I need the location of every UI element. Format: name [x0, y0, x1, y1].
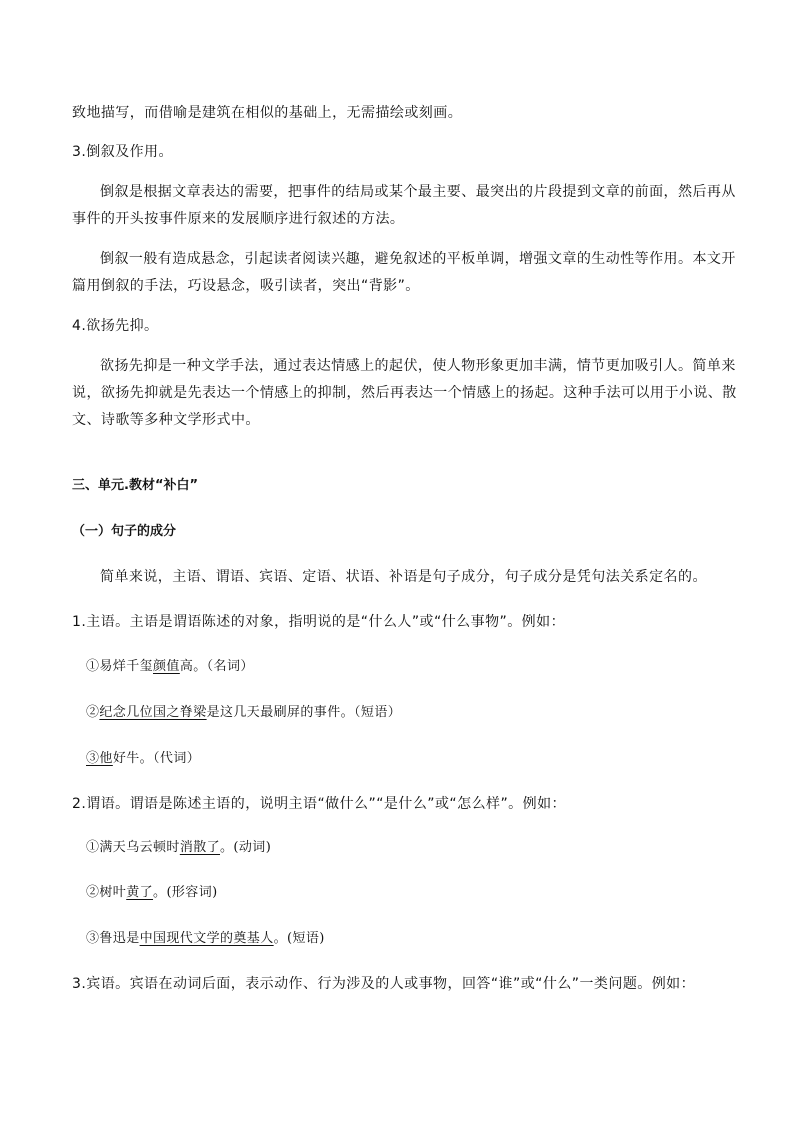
example-number: ① — [86, 659, 100, 674]
paragraph-line: 文、诗歌等多种文学形式中。 — [72, 412, 260, 428]
paragraph-line: 倒叙一般有造成悬念，引起读者阅读兴趣，避免叙述的平板单调，增强文章的生动性等作用。本文开 — [100, 251, 736, 267]
paragraph-line: 倒叙是根据文章表达的需要，把事件的结局或某个最主要、最突出的片段提到文章的前面，然后再从 — [100, 184, 736, 200]
paragraph-line: 篇用倒叙的手法，巧设悬念，吸引读者，突出“背影”。 — [72, 278, 420, 294]
section-title: 三、单元.教材“补白” — [72, 478, 199, 493]
paragraph-line: 说，欲扬先抑就是先表达一个情感上的抑制，然后再表达一个情感上的扬起。这种手法可以用于小说、散 — [72, 385, 737, 401]
item-heading-contrast: 4.欲扬先抑。 — [72, 318, 159, 334]
underlined-term: 黄了 — [126, 885, 154, 900]
example-sentence: ①满天乌云顿时消散了。(动词) — [86, 840, 272, 855]
example-note: （短语） — [354, 705, 402, 720]
example-number: ② — [86, 885, 100, 900]
subsection-title: （一）句子的成分 — [72, 524, 177, 539]
paragraph-line: 致地描写，而借喻是建筑在相似的基础上，无需描绘或刻画。 — [72, 105, 463, 121]
object-heading: 3.宾语。宾语在动词后面，表示动作、行为涉及的人或事物，回答“谁”或“什么”一类问题。例如： — [72, 976, 696, 992]
example-number: ② — [86, 705, 100, 720]
underlined-term: 消散了 — [179, 840, 221, 855]
paragraph-line: 欲扬先抑是一种文学手法，通过表达情感上的起伏，使人物形象更加丰满，情节更加吸引人。简单来 — [100, 358, 736, 374]
example-note: (短语) — [287, 931, 325, 946]
example-note: （代词） — [153, 751, 201, 766]
example-number: ① — [86, 840, 100, 855]
example-sentence: ②树叶黄了。(形容词) — [86, 885, 218, 900]
example-note: (形容词) — [166, 885, 218, 900]
example-note: (动词) — [233, 840, 272, 855]
underlined-term: 中国现代文学的奠基人 — [139, 931, 274, 946]
underlined-term: ③他 — [86, 751, 113, 766]
intro-paragraph: 简单来说，主语、谓语、宾语、定语、状语、补语是句子成分，句子成分是凭句法关系定名的。 — [100, 569, 707, 585]
example-sentence: ②纪念几位国之脊梁是这几天最刷屏的事件。（短语） — [86, 705, 402, 720]
example-sentence: ①易烊千玺颜值高。（名词） — [86, 659, 254, 674]
underlined-term: 颜值 — [153, 659, 180, 674]
underlined-term: 纪念几位国之脊梁 — [99, 705, 207, 720]
example-number: ③ — [86, 931, 100, 946]
subject-heading: 1.主语。主语是谓语陈述的对象，指明说的是“什么人”或“什么事物”。例如： — [72, 614, 566, 630]
item-heading-flashback: 3.倒叙及作用。 — [72, 144, 173, 160]
predicate-heading: 2.谓语。谓语是陈述主语的，说明主语“做什么”“是什么”或“怎么样”。例如： — [72, 796, 566, 812]
example-sentence: ③他好牛。（代词） — [86, 751, 201, 766]
paragraph-line: 事件的开头按事件原来的发展顺序进行叙述的方法。 — [72, 211, 405, 227]
example-note: （名词） — [206, 659, 254, 674]
example-sentence: ③鲁迅是中国现代文学的奠基人。(短语) — [86, 931, 325, 946]
